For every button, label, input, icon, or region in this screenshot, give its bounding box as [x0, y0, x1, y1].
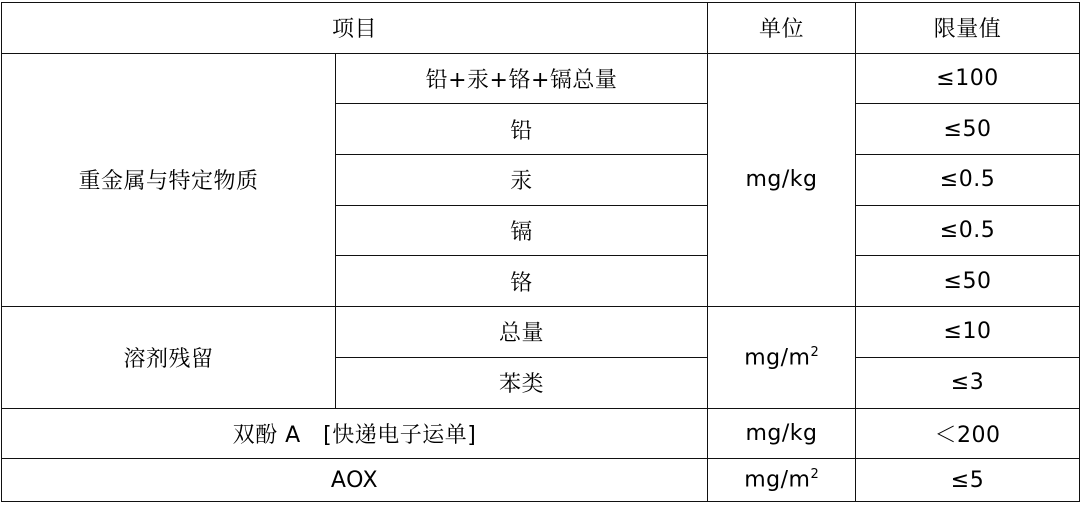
- table-row: [2, 459, 1080, 502]
- sub-item-mercury: 汞: [336, 155, 708, 206]
- limit-benzene-class: ≤3: [856, 357, 1080, 408]
- limit-solvent-total: ≤10: [856, 307, 1080, 358]
- sub-item-solvent-total: 总量: [336, 307, 708, 358]
- unit-aox-base: mg/m: [744, 467, 811, 493]
- unit-bisphenol-a: mg/kg: [708, 408, 856, 459]
- limit-mercury: ≤0.5: [856, 155, 1080, 206]
- header-limit: 限量值: [856, 3, 1080, 54]
- unit-aox: [708, 459, 856, 502]
- sub-item-benzene-class: 苯类: [336, 357, 708, 408]
- header-unit: 单位: [708, 3, 856, 54]
- unit-solvent-exponent: 2: [810, 344, 819, 360]
- group-label-solvent-residue: 溶剂残留: [2, 307, 336, 408]
- sub-item-cadmium: 镉: [336, 205, 708, 256]
- sub-item-chromium: 铬: [336, 256, 708, 307]
- sub-item-lead-mercury-chromium-cadmium-total: 铅+汞+铬+镉总量: [336, 53, 708, 104]
- limit-chromium: ≤50: [856, 256, 1080, 307]
- unit-solvent-base: mg/m: [744, 344, 811, 370]
- item-aox: AOX: [2, 459, 708, 502]
- unit-heavy-metals: mg/kg: [708, 53, 856, 306]
- limit-cadmium: ≤0.5: [856, 205, 1080, 256]
- header-item: 项目: [2, 3, 708, 54]
- table-row: [2, 307, 1080, 358]
- limits-table: [1, 2, 1080, 502]
- table-row: [2, 53, 1080, 104]
- unit-aox-exponent: 2: [810, 467, 819, 483]
- limit-aox: ≤5: [856, 459, 1080, 502]
- unit-solvent-residue: [708, 307, 856, 408]
- limit-bisphenol-a: ＜200: [856, 408, 1080, 459]
- table-header-row: [2, 3, 1080, 54]
- sub-item-lead: 铅: [336, 104, 708, 155]
- limit-lead: ≤50: [856, 104, 1080, 155]
- table-row: [2, 408, 1080, 459]
- limit-lead-mercury-chromium-cadmium-total: ≤100: [856, 53, 1080, 104]
- item-bisphenol-a: 双酚 A [快递电子运单]: [2, 408, 708, 459]
- group-label-heavy-metals: 重金属与特定物质: [2, 53, 336, 306]
